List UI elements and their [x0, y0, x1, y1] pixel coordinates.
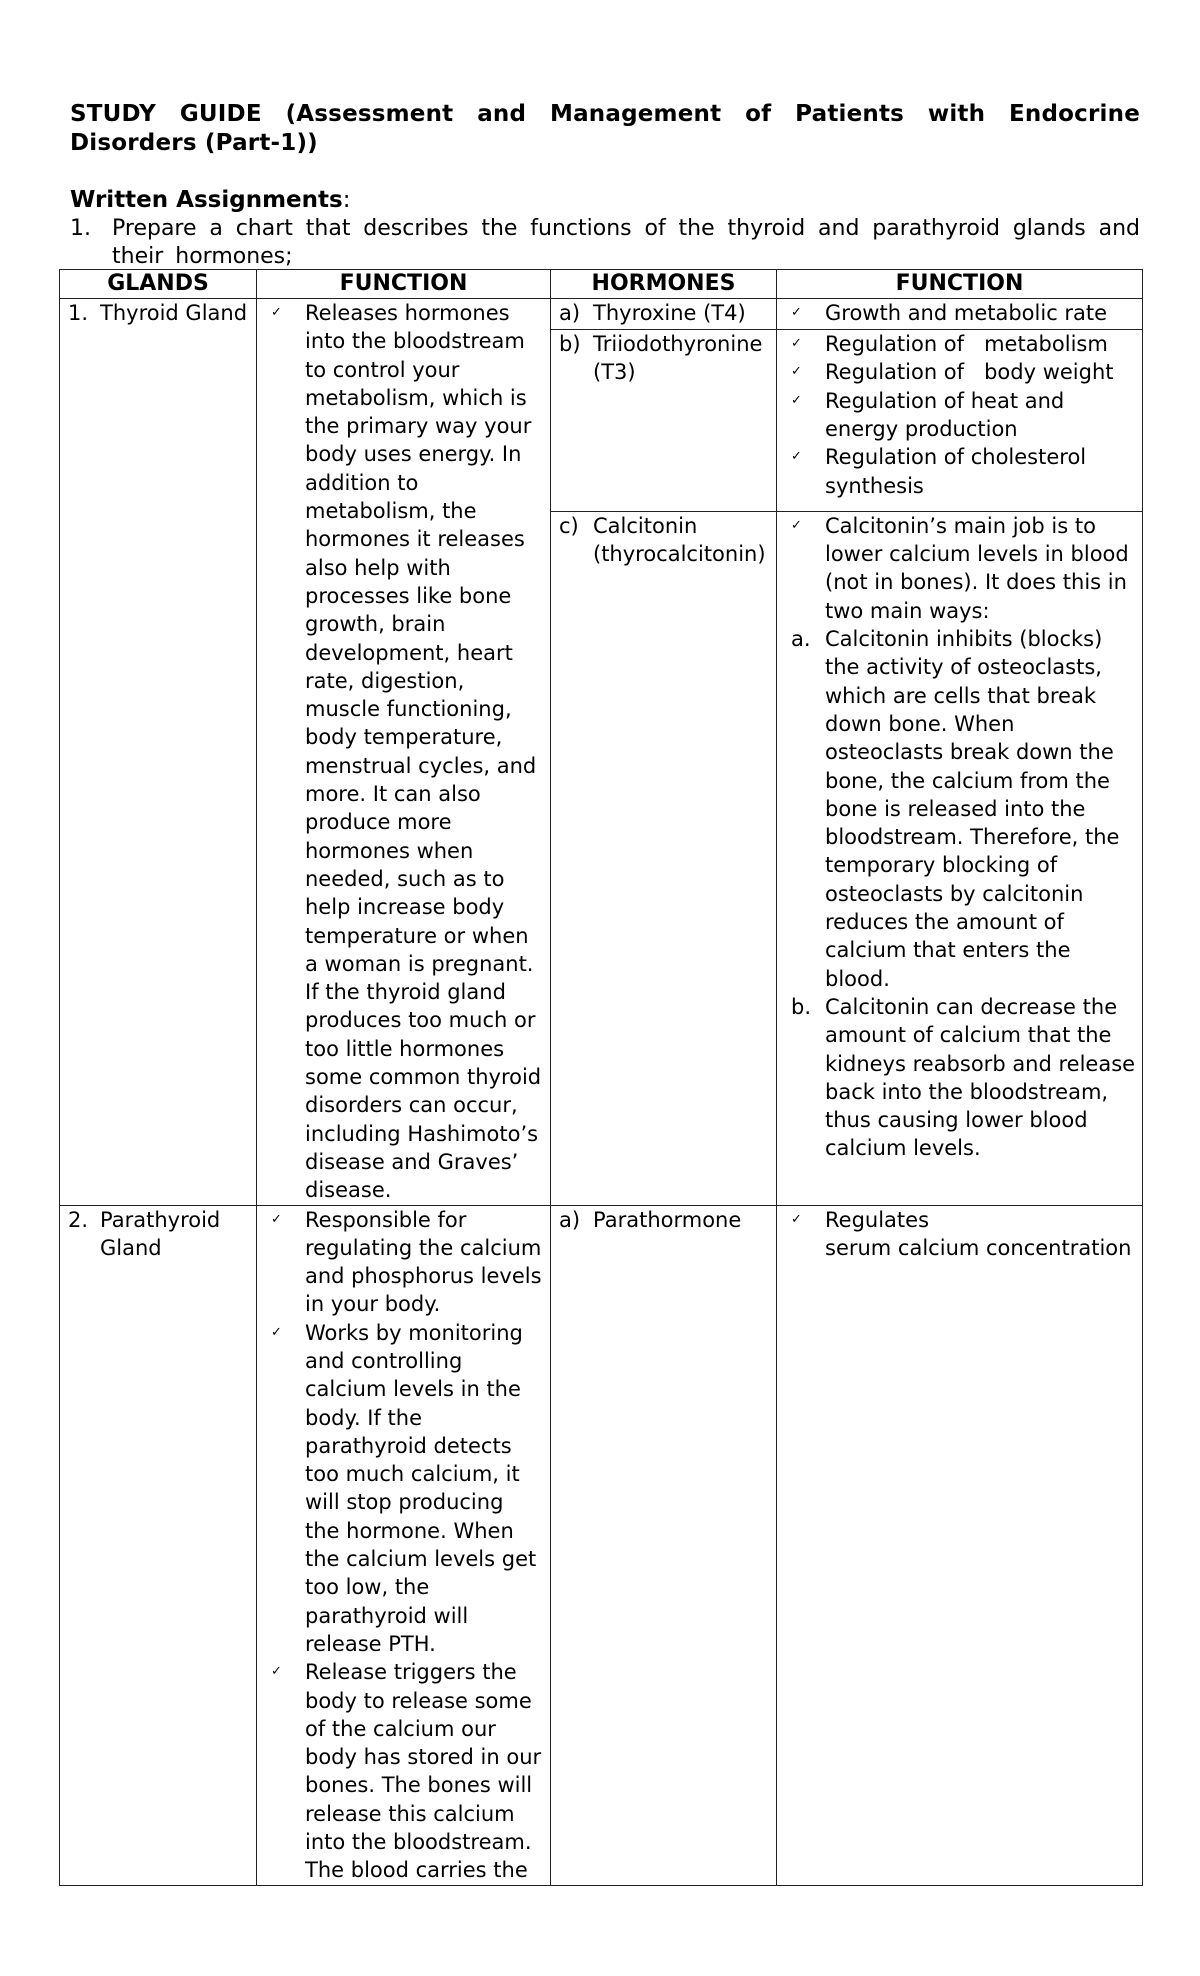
document-title: STUDY GUIDE (Assessment and Management of Patients with Endocrine Disorders (Part-1))	[70, 101, 1140, 156]
glands-chart-table	[59, 269, 1143, 1886]
function-text: Release triggers the body to release some of the calcium our body has stored in our bones. The bones will release this calcium into the bloodstream. The blood carries the	[305, 1660, 542, 1883]
hormone-key: b)	[559, 332, 581, 357]
hormone-cell	[551, 330, 777, 512]
hormone-name: Parathormone	[593, 1207, 742, 1232]
check-icon: ✓	[271, 1324, 282, 1340]
check-icon: ✓	[271, 1664, 282, 1680]
gland-name: Thyroid Gland	[100, 301, 248, 325]
list-item	[785, 625, 1136, 993]
point-key: b.	[791, 994, 812, 1019]
function-text: Releases hormones into the bloodstream to control your metabolism, which is the primary way your body uses energy. In addition to metabolism, the hormones it releases also help with processes like bone growth, brain development, heart rate, digestion, muscle functioning, body temperature, menstrual cycles, and more. It can also produce more hormones when needed, such as to help increase body temperature or when a woman is pregnant. If the thyroid gland produces too much or too little hormones some common thyroid disorders can occur, including Hashimoto’s disease and Graves’ disease.	[305, 301, 542, 1203]
list-item	[265, 1658, 544, 1884]
hormone-name: Triiodothyronine (T3)	[593, 332, 763, 385]
hormone-cell	[551, 511, 777, 1205]
gland-number: 2.	[68, 1207, 89, 1232]
check-icon: ✓	[791, 364, 802, 380]
check-icon: ✓	[791, 449, 802, 465]
list-item	[785, 993, 1136, 1163]
hormone-function-cell	[777, 1205, 1143, 1885]
hormone-cell	[551, 1205, 777, 1885]
hormone-function-text: Growth and metabolic rate	[825, 301, 1108, 325]
header-glands: GLANDS	[60, 270, 257, 299]
function-text: Responsible for regulating the calcium and phosphorus levels in your body.	[305, 1207, 542, 1317]
list-item	[785, 330, 1136, 358]
list-item	[265, 299, 544, 1205]
header-hormones: HORMONES	[551, 270, 777, 299]
gland-cell-parathyroid	[60, 1205, 257, 1885]
gland-cell-thyroid	[60, 299, 257, 1206]
list-item	[265, 1319, 544, 1659]
hormone-function-text	[825, 1206, 1136, 1263]
list-item	[265, 1206, 544, 1319]
hormone-function-cell	[777, 511, 1143, 1205]
function-text: Works by monitoring and controlling calcium levels in the body. If the parathyroid detects too much calcium, it will stop producing the hormone. When the calcium levels get too low, the parathyroid will release PTH.	[305, 1320, 537, 1656]
table-row	[60, 1205, 1143, 1885]
instruction-text: Prepare a chart that describes the functions of the thyroid and parathyroid glands and their hormones;	[112, 216, 1140, 269]
header-hormone-function: FUNCTION	[777, 270, 1143, 299]
list-item	[785, 512, 1136, 625]
hormone-function-line: Regulates	[825, 1207, 930, 1232]
hormone-function-cell	[777, 330, 1143, 512]
check-icon: ✓	[271, 305, 282, 320]
hormone-name: Thyroxine (T4)	[593, 301, 746, 325]
point-text: Calcitonin can decrease the amount of calcium that the kidneys reabsorb and release back into the bloodstream, thus causing lower blood calcium levels.	[825, 994, 1136, 1161]
hormone-function-cell	[777, 299, 1143, 330]
hormone-function-line: serum calcium concentration	[825, 1235, 1132, 1260]
hormone-function-text: Regulation of body weight	[825, 360, 1114, 385]
gland-name: Parathyroid Gland	[100, 1207, 221, 1260]
instruction-item	[70, 215, 1140, 271]
check-icon: ✓	[791, 392, 802, 408]
check-icon: ✓	[791, 517, 802, 533]
hormone-function-text: Regulation of metabolism	[825, 332, 1108, 357]
table-row	[60, 299, 1143, 330]
hormone-function-text: Calcitonin’s main job is to lower calcium levels in blood (not in bones). It does this in two main ways:	[825, 513, 1129, 623]
point-text: Calcitonin inhibits (blocks) the activity of osteoclasts, which are cells that break down bone. When osteoclasts break down the bone, the calcium from the bone is released into the bloodstream. Therefore, the temporary blocking of osteoclasts by calcitonin reduces the amount of calcium that enters the blood.	[825, 627, 1120, 991]
instruction-number: 1.	[70, 216, 91, 241]
section-heading	[70, 186, 350, 215]
hormone-key: a)	[559, 301, 581, 325]
hormone-key: a)	[559, 1207, 581, 1232]
check-icon: ✓	[791, 1211, 802, 1227]
written-assignments-label: Written Assignments	[70, 187, 343, 213]
header-function: FUNCTION	[257, 270, 551, 299]
check-icon: ✓	[791, 336, 802, 352]
hormone-function-text: Regulation of cholesterol synthesis	[825, 445, 1087, 498]
point-key: a.	[791, 627, 811, 652]
hormone-function-text: Regulation of heat and energy production	[825, 388, 1065, 442]
check-icon: ✓	[271, 1211, 282, 1227]
hormone-key: c)	[559, 513, 579, 538]
heading-colon: :	[342, 187, 351, 213]
list-item	[785, 1206, 1136, 1263]
list-item	[785, 358, 1136, 386]
gland-number: 1.	[68, 301, 89, 325]
list-item	[785, 299, 1136, 327]
hormone-name: Calcitonin (thyrocalcitonin)	[593, 513, 766, 567]
hormone-cell	[551, 299, 777, 330]
table-header-row	[60, 270, 1143, 299]
gland-function-cell	[257, 299, 551, 1206]
list-item	[785, 387, 1136, 444]
gland-function-cell	[257, 1205, 551, 1885]
list-item	[785, 443, 1136, 500]
check-icon: ✓	[791, 305, 802, 320]
